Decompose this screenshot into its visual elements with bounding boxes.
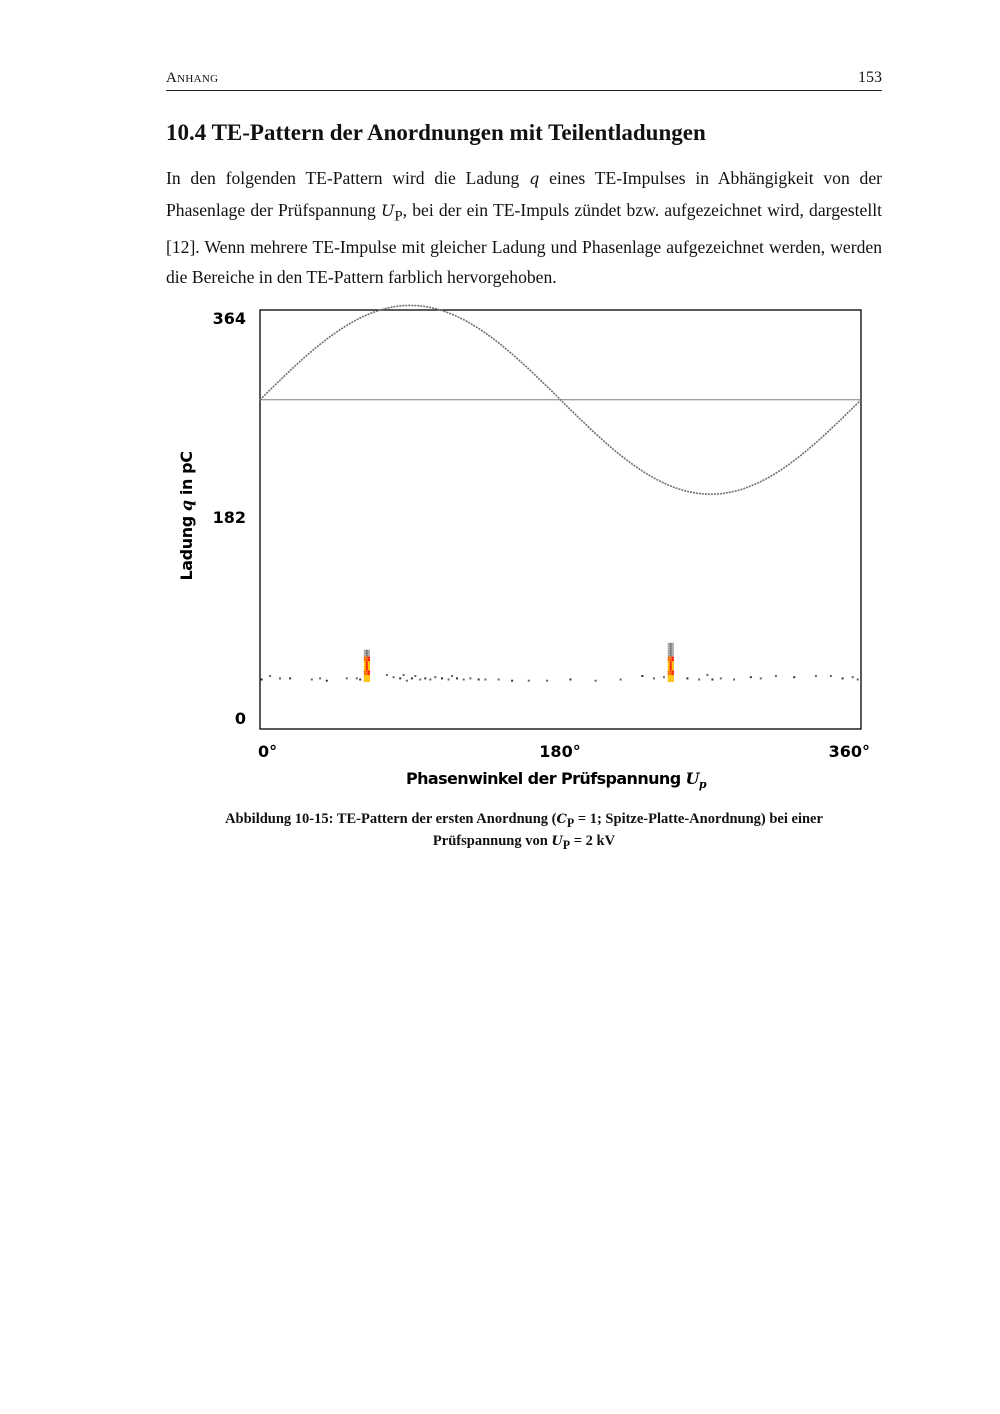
scatter-point <box>469 677 471 679</box>
cluster-cell <box>672 643 674 645</box>
scatter-point <box>403 674 405 676</box>
cluster-cell <box>364 673 366 675</box>
cluster-cell <box>366 675 368 677</box>
cluster-cell <box>670 647 672 649</box>
cluster-cell <box>364 668 366 670</box>
cluster-cell <box>368 673 370 675</box>
scatter-point <box>456 677 458 679</box>
cluster-cell <box>364 650 366 652</box>
scatter-point <box>411 677 413 679</box>
caption-text-2a: Prüfspannung von <box>432 832 552 849</box>
y-axis-label-unit: in pC <box>177 451 196 501</box>
x-axis-label <box>406 769 707 791</box>
cluster-cell <box>668 661 670 663</box>
cluster-cell <box>364 652 366 654</box>
y-axis-label-text: Ladung <box>177 511 196 581</box>
scatter-point <box>706 674 708 676</box>
scatter-point <box>414 675 416 677</box>
cluster-cell <box>672 673 674 675</box>
caption-cp-symbol: C <box>556 812 567 827</box>
cluster-cell <box>670 680 672 682</box>
cluster-cell <box>368 670 370 672</box>
scatter-point <box>570 679 572 681</box>
scatter-point <box>546 680 548 682</box>
scatter-point <box>733 679 735 681</box>
figure-caption <box>166 810 882 854</box>
cluster-cell <box>672 659 674 661</box>
cluster-cell <box>670 645 672 647</box>
caption-line-1 <box>166 810 882 832</box>
caption-cp-subscript: P <box>566 815 575 830</box>
scatter-point <box>434 676 436 678</box>
x-axis-label-symbol: U <box>685 769 699 788</box>
cluster-cell <box>366 666 368 668</box>
y-tick-182: 182 <box>212 508 246 527</box>
cluster-cell <box>366 654 368 656</box>
scatter-point <box>448 679 450 681</box>
cluster-cell <box>672 664 674 666</box>
cluster-cell <box>672 657 674 659</box>
scatter-point <box>830 675 832 677</box>
cluster-cell <box>668 650 670 652</box>
x-tick-360: 360° <box>828 742 870 761</box>
cluster-cell <box>672 650 674 652</box>
scatter-point <box>424 677 426 679</box>
cluster-cell <box>668 657 670 659</box>
cluster-cell <box>672 645 674 647</box>
caption-text-1a: Abbildung 10-15: TE-Pattern der ersten Anordnung ( <box>225 811 557 827</box>
y-axis-label <box>177 451 196 580</box>
cluster-cell <box>668 643 670 645</box>
scatter-point <box>393 676 395 678</box>
caption-up-subscript: P <box>562 837 571 852</box>
cluster-cell <box>672 666 674 668</box>
page-number: 153 <box>858 69 882 86</box>
scatter-point <box>279 677 281 679</box>
cluster-cell <box>670 661 672 663</box>
cluster-cell <box>668 680 670 682</box>
scatter-point <box>406 680 408 682</box>
cluster-cell <box>368 652 370 654</box>
cluster-cell <box>668 666 670 668</box>
cluster-cell <box>364 661 366 663</box>
x-axis-label-text: Phasenwinkel der Prüfspannung <box>405 769 686 788</box>
section-title: 10.4 TE-Pattern der Anordnungen mit Teilentladungen <box>166 120 706 145</box>
cluster-cell <box>366 668 368 670</box>
scatter-point <box>760 677 762 679</box>
x-tick-0: 0° <box>258 742 278 761</box>
cluster-cell <box>672 680 674 682</box>
x-axis-label-sub: p <box>698 778 707 791</box>
cluster-cell <box>368 664 370 666</box>
cluster-cell <box>670 666 672 668</box>
scatter-point <box>484 679 486 681</box>
scatter-point <box>653 677 655 679</box>
scatter-point <box>356 677 358 679</box>
cluster-cell <box>368 659 370 661</box>
scatter-point <box>711 679 713 681</box>
cluster-cell <box>672 661 674 663</box>
cluster-cell <box>668 673 670 675</box>
scatter-point <box>775 675 777 677</box>
cluster-cell <box>366 664 368 666</box>
scatter-point <box>815 675 817 677</box>
caption-text-1b: = 1; Spitze-Platte-Anordnung) bei einer <box>574 811 823 827</box>
cluster-cell <box>670 650 672 652</box>
scatter-point <box>359 679 361 681</box>
cluster-cell <box>364 677 366 679</box>
scatter-point <box>399 677 401 679</box>
cluster-cell <box>672 677 674 679</box>
cluster-cell <box>670 675 672 677</box>
paragraph-text-3: , bei der ein TE-Impuls zündet bzw. aufgezeichnet wird, dargestellt [12]. Wenn mehrere TE-Impulse mit gleicher Ladung und Phasenlage aufgezeichnet werden, werden die Bereiche in den TE-Pattern farblich hervorgehoben. <box>166 199 883 288</box>
cluster-cell <box>672 675 674 677</box>
scatter-point <box>842 677 844 679</box>
scatter-point <box>498 679 500 681</box>
cluster-cell <box>366 673 368 675</box>
scatter-point <box>311 679 313 681</box>
cluster-cell <box>368 680 370 682</box>
cluster-cell <box>366 670 368 672</box>
cluster-cell <box>368 661 370 663</box>
cluster-cell <box>368 677 370 679</box>
cluster-cell <box>364 664 366 666</box>
cluster-cell <box>672 647 674 649</box>
voltage-subscript: P <box>394 208 403 225</box>
cluster-cell <box>364 654 366 656</box>
scatter-point <box>269 675 271 677</box>
scatter-point <box>511 680 513 682</box>
cluster-cell <box>366 657 368 659</box>
x-tick-180: 180° <box>539 742 581 761</box>
voltage-symbol: U <box>380 200 395 220</box>
cluster-cell <box>366 677 368 679</box>
scatter-point <box>386 674 388 676</box>
scatter-point <box>663 676 665 678</box>
y-tick-0: 0 <box>234 709 246 728</box>
caption-up-symbol: U <box>551 833 563 849</box>
caption-text-2b: = 2 kV <box>570 832 616 849</box>
scatter-point <box>463 679 465 681</box>
running-head-chapter: Anhang <box>166 70 219 86</box>
cluster-cell <box>672 670 674 672</box>
cluster-cell <box>366 650 368 652</box>
cluster-cell <box>368 666 370 668</box>
cluster-cell <box>368 654 370 656</box>
y-tick-364: 364 <box>212 309 246 328</box>
cluster-cell <box>668 659 670 661</box>
cluster-cell <box>670 652 672 654</box>
cluster-cell <box>364 666 366 668</box>
cluster-cell <box>364 680 366 682</box>
cluster-cell <box>670 654 672 656</box>
scatter-point <box>686 677 688 679</box>
cluster-cell <box>670 664 672 666</box>
cluster-cell <box>668 647 670 649</box>
cluster-cell <box>672 668 674 670</box>
scatter-point <box>720 677 722 679</box>
cluster-cell <box>670 677 672 679</box>
scatter-point <box>620 679 622 681</box>
scatter-point <box>750 676 752 678</box>
cluster-cell <box>366 652 368 654</box>
scatter-point <box>698 679 700 681</box>
cluster-cell <box>668 652 670 654</box>
cluster-cell <box>366 661 368 663</box>
paragraph-text-2: eines TE-Impulses in Abhängigkeit von der Phasenlage der Prüfspannung <box>166 168 882 220</box>
cluster-cell <box>364 675 366 677</box>
cluster-cell <box>668 670 670 672</box>
scatter-point <box>595 680 597 682</box>
scatter-point <box>852 676 854 678</box>
caption-line-2 <box>166 832 882 854</box>
cluster-cell <box>668 675 670 677</box>
cluster-cell <box>670 657 672 659</box>
cluster-cell <box>670 670 672 672</box>
cluster-cell <box>364 670 366 672</box>
scatter-point <box>478 679 480 681</box>
scatter-point <box>261 679 263 681</box>
scatter-point <box>793 676 795 678</box>
charge-symbol: q <box>529 169 540 188</box>
scatter-point <box>419 679 421 681</box>
cluster-cell <box>366 659 368 661</box>
cluster-cell <box>670 668 672 670</box>
cluster-cell <box>672 654 674 656</box>
scatter-point <box>528 680 530 682</box>
cluster-cell <box>668 664 670 666</box>
cluster-cell <box>366 680 368 682</box>
y-axis-label-symbol: q <box>177 500 196 512</box>
scatter-point <box>429 679 431 681</box>
cluster-cell <box>670 673 672 675</box>
paragraph-text-1: In den folgenden TE-Pattern wird die Ladung <box>166 168 530 188</box>
plot-frame <box>260 310 861 729</box>
cluster-cell <box>364 657 366 659</box>
scatter-point <box>451 675 453 677</box>
scatter-point <box>319 677 321 679</box>
cluster-cell <box>670 659 672 661</box>
scatter-point <box>857 679 859 681</box>
scatter-point <box>346 677 348 679</box>
cluster-cell <box>368 657 370 659</box>
scatter-point <box>441 677 443 679</box>
cluster-cell <box>668 668 670 670</box>
scatter-point <box>326 680 328 682</box>
cluster-cell <box>368 675 370 677</box>
scatter-point <box>289 677 291 679</box>
cluster-cell <box>672 652 674 654</box>
cluster-cell <box>368 668 370 670</box>
cluster-cell <box>668 645 670 647</box>
cluster-cell <box>368 650 370 652</box>
cluster-cell <box>670 643 672 645</box>
cluster-cell <box>668 654 670 656</box>
cluster-cell <box>668 677 670 679</box>
cluster-cell <box>364 659 366 661</box>
scatter-point <box>641 675 643 677</box>
